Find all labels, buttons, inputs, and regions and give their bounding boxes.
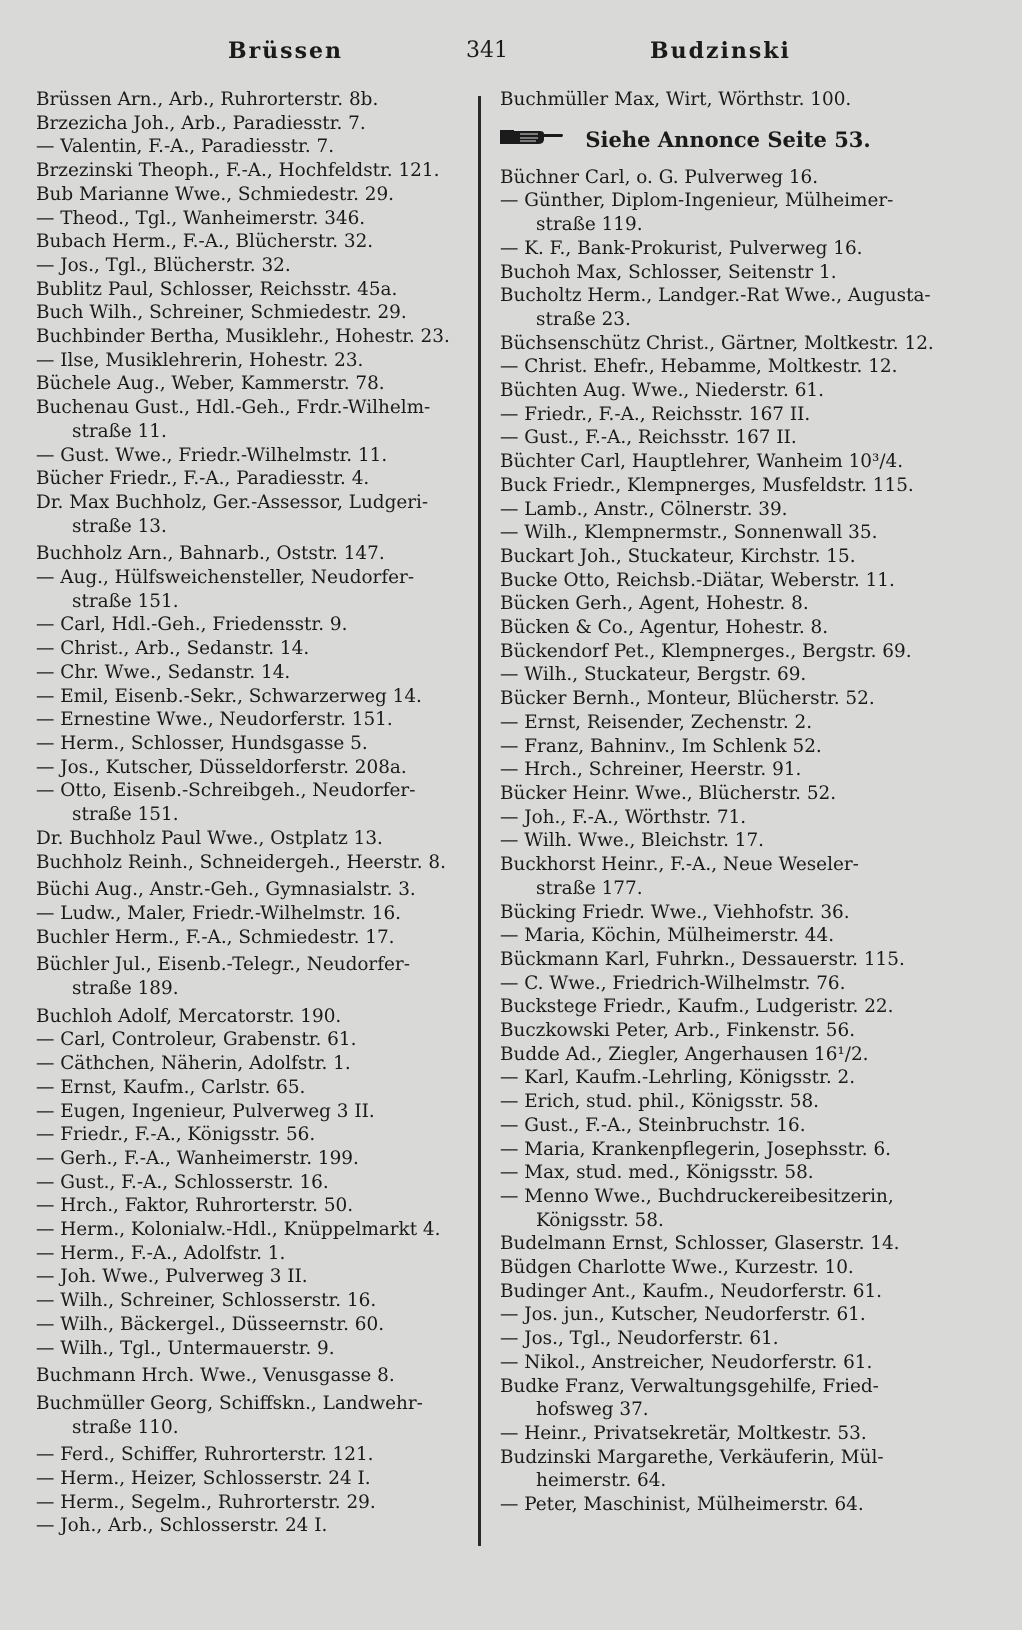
directory-entry-line: — Gust., F.-A., Schlosserstr. 16. [36,1171,329,1193]
left-column [36,88,466,1538]
directory-entry-line: Buczkowski Peter, Arb., Finkenstr. 56. [500,1020,856,1042]
directory-entry-line: Bücher Friedr., F.-A., Paradiesstr. 4. [36,468,370,490]
directory-entry-line: Budke Franz, Verwaltungsgehilfe, Fried- [500,1375,879,1397]
column-divider [478,96,481,1526]
directory-entry-line: Dr. Max Buchholz, Ger.-Assessor, Ludgeri- [36,491,429,513]
directory-entry-line: Buch Wilh., Schreiner, Schmiedestr. 29. [36,302,407,324]
directory-entry-line: Königsstr. 58. [536,1209,664,1231]
directory-entry-line: Büchten Aug. Wwe., Niederstr. 61. [500,380,824,402]
directory-entry-line: — Ferd., Schiffer, Ruhrorterstr. 121. [36,1444,374,1466]
pointing-hand-icon [500,121,564,161]
directory-entry-line: Büchi Aug., Anstr.-Geh., Gymnasialstr. 3. [36,879,416,901]
directory-entry-line: Budzinski Margarethe, Verkäuferin, Mül- [500,1446,884,1468]
directory-entry-line: — Hrch., Schreiner, Heerstr. 91. [500,759,802,781]
directory-entry-line: Bücker Bernh., Monteur, Blücherstr. 52. [500,688,875,710]
page-number: 341 [466,38,508,63]
advertisement-notice [500,120,940,160]
directory-entry-line: — Herm., Heizer, Schlosserstr. 24 I. [36,1468,371,1490]
directory-entry-line: — Joh., Arb., Schlosserstr. 24 I. [36,1515,328,1537]
directory-entry-line: Bucke Otto, Reichsb.-Diätar, Weberstr. 11. [500,569,895,591]
directory-entry-line: — Herm., F.-A., Adolfstr. 1. [36,1242,286,1264]
directory-entry-line: Buchmüller Georg, Schiffskn., Landwehr- [36,1392,423,1414]
directory-entry-line: — Wilh., Klempnermstr., Sonnenwall 35. [500,522,878,544]
directory-entry-line: Bücken Gerh., Agent, Hohestr. 8. [500,593,809,615]
directory-entry-line: — Hrch., Faktor, Ruhrorterstr. 50. [36,1195,354,1217]
directory-entry-line: straße 151. [72,590,179,612]
directory-entry-line: straße 23. [536,308,631,330]
directory-entry-line: Buchoh Max, Schlosser, Seitenstr 1. [500,261,837,283]
directory-entry-line: Buchholz Arn., Bahnarb., Oststr. 147. [36,543,385,565]
directory-entry-line: — Wilh., Bäckergel., Düsseernstr. 60. [36,1313,385,1335]
directory-entry-line: straße 13. [72,515,167,537]
directory-entry-line: — Erich, stud. phil., Königsstr. 58. [500,1091,820,1113]
directory-entry-line: Büchsenschütz Christ., Gärtner, Moltkestr. 12. [500,332,934,354]
right-column [500,88,940,1517]
directory-entry-line: — Friedr., F.-A., Reichsstr. 167 II. [500,403,811,425]
directory-entry-line: Buckhorst Heinr., F.-A., Neue Weseler- [500,854,859,876]
directory-entry-line: — Wilh., Schreiner, Schlosserstr. 16. [36,1290,377,1312]
directory-entry-line: — Jos., Tgl., Neudorferstr. 61. [500,1328,779,1350]
directory-entry-line: — Ernst, Kaufm., Carlstr. 65. [36,1076,306,1098]
directory-entry-line: Brzezicha Joh., Arb., Paradiesstr. 7. [36,112,366,134]
directory-entry-line: — Christ., Arb., Sedanstr. 14. [36,638,310,660]
directory-entry-line: — Aug., Hülfsweichensteller, Neudorfer- [36,567,415,589]
directory-entry-line: — Nikol., Anstreicher, Neudorferstr. 61. [500,1351,873,1373]
directory-entry-line: — Ernst, Reisender, Zechenstr. 2. [500,711,813,733]
directory-entry-line: — Günther, Diplom-Ingenieur, Mülheimer- [500,190,894,212]
directory-entry-line: Bubach Herm., F.-A., Blücherstr. 32. [36,231,374,253]
directory-entry-line: Buchholz Reinh., Schneidergeh., Heerstr. 8. [36,851,446,873]
directory-entry-line: Bücking Friedr. Wwe., Viehhofstr. 36. [500,901,850,923]
directory-entry-line: Bückmann Karl, Fuhrkn., Dessauerstr. 115. [500,948,905,970]
directory-entry-line: — Ludw., Maler, Friedr.-Wilhelmstr. 16. [36,902,402,924]
directory-entry-line: Bub Marianne Wwe., Schmiedestr. 29. [36,183,395,205]
directory-entry-line: Bucholtz Herm., Landger.-Rat Wwe., Augusta- [500,285,931,307]
directory-entry-line: Bublitz Paul, Schlosser, Reichsstr. 45a. [36,278,398,300]
right-column-entries [500,166,940,1517]
directory-entry-line: Buchenau Gust., Hdl.-Geh., Frdr.-Wilhelm- [36,397,431,419]
directory-entry-line: — Valentin, F.-A., Paradiesstr. 7. [36,136,335,158]
directory-entry-line: Buchler Herm., F.-A., Schmiedestr. 17. [36,926,395,948]
directory-entry-line: Bücker Heinr. Wwe., Blücherstr. 52. [500,782,837,804]
directory-entry-line: — Franz, Bahninv., Im Schlenk 52. [500,735,822,757]
header-right-keyword: Budzinski [650,38,791,64]
directory-entry-line: — Wilh., Tgl., Untermauerstr. 9. [36,1337,335,1359]
directory-entry-line: — Gerh., F.-A., Wanheimerstr. 199. [36,1147,359,1169]
directory-entry-line: — Jos., Tgl., Blücherstr. 32. [36,254,291,276]
directory-entry-line: — Eugen, Ingenieur, Pulverweg 3 II. [36,1100,375,1122]
directory-entry-line: Buckstege Friedr., Kaufm., Ludgeristr. 22. [500,996,894,1018]
notice-text: Siehe Annonce Seite 53. [585,126,871,152]
directory-entry-line: straße 189. [72,978,179,1000]
directory-entry-line: — Menno Wwe., Buchdruckereibesitzerin, [500,1185,894,1207]
directory-entry-line: Buckart Joh., Stuckateur, Kirchstr. 15. [500,545,856,567]
directory-entry-line: — Maria, Köchin, Mülheimerstr. 44. [500,925,835,947]
directory-entry-line: Büchner Carl, o. G. Pulverweg 16. [500,166,819,188]
directory-entry-line: straße 151. [72,804,179,826]
directory-entry-line: Büchler Jul., Eisenb.-Telegr., Neudorfer- [36,954,410,976]
directory-entry-line: — Otto, Eisenb.-Schreibgeh., Neudorfer- [36,780,416,802]
directory-entry-line: straße 11. [72,420,167,442]
directory-entry-line: — Gust., F.-A., Steinbruchstr. 16. [500,1114,806,1136]
directory-entry-line: — Herm., Schlosser, Hundsgasse 5. [36,732,368,754]
directory-entry-line: — Max, stud. med., Königsstr. 58. [500,1162,814,1184]
directory-entry-line: — Jos. jun., Kutscher, Neudorferstr. 61. [500,1304,866,1326]
directory-entry-line: — Jos., Kutscher, Düsseldorferstr. 208a. [36,756,407,778]
directory-entry-line: Buchmüller Max, Wirt, Wörthstr. 100. [500,89,852,110]
directory-entry-line: — Wilh., Stuckateur, Bergstr. 69. [500,664,807,686]
directory-entry-line: — Cäthchen, Näherin, Adolfstr. 1. [36,1053,351,1075]
directory-entry-line: Buchloh Adolf, Mercatorstr. 190. [36,1005,342,1027]
directory-entry-line: Buck Friedr., Klempnerges, Musfeldstr. 115. [500,474,914,496]
directory-entry-line: — Wilh. Wwe., Bleichstr. 17. [500,830,765,852]
directory-entry-line: — Ilse, Musiklehrerin, Hohestr. 23. [36,349,364,371]
directory-entry-line: Brzezinski Theoph., F.-A., Hochfeldstr. 121. [36,160,440,182]
directory-entry-line: — Christ. Ehefr., Hebamme, Moltkestr. 12. [500,356,898,378]
directory-entry-line: Budde Ad., Ziegler, Angerhausen 16¹/2. [500,1043,869,1065]
directory-entry-line: — Karl, Kaufm.-Lehrling, Königsstr. 2. [500,1067,856,1089]
directory-entry-line: Büdgen Charlotte Wwe., Kurzestr. 10. [500,1257,854,1279]
directory-entry-line: Bücken & Co., Agentur, Hohestr. 8. [500,617,829,639]
directory-entry-line: Budinger Ant., Kaufm., Neudorferstr. 61. [500,1280,883,1302]
header-left-keyword: Brüssen [228,38,343,64]
directory-entry-line: — Carl, Controleur, Grabenstr. 61. [36,1029,357,1051]
directory-entry-line: — Joh. Wwe., Pulverweg 3 II. [36,1266,308,1288]
directory-entry-line: — Joh., F.-A., Wörthstr. 71. [500,806,747,828]
directory-entry-line: Dr. Buchholz Paul Wwe., Ostplatz 13. [36,827,383,849]
directory-entry-line: Bückendorf Pet., Klempnerges., Bergstr. 69. [500,640,912,662]
directory-entry-line: — K. F., Bank-Prokurist, Pulverweg 16. [500,237,863,259]
directory-entry-line: straße 110. [72,1416,179,1438]
directory-entry-line: — Friedr., F.-A., Königsstr. 56. [36,1124,316,1146]
directory-entry-line: — Carl, Hdl.-Geh., Friedensstr. 9. [36,614,348,636]
directory-entry-line: — Maria, Krankenpflegerin, Josephsstr. 6. [500,1138,892,1160]
directory-entry-line: — Heinr., Privatsekretär, Moltkestr. 53. [500,1422,867,1444]
directory-entry-line: straße 177. [536,877,643,899]
directory-entry-line: Brüssen Arn., Arb., Ruhrorterstr. 8b. [36,89,379,110]
directory-entry-line: — Emil, Eisenb.-Sekr., Schwarzerweg 14. [36,685,422,707]
directory-entry-line: — Lamb., Anstr., Cölnerstr. 39. [500,498,788,520]
directory-entry-line: Buchbinder Bertha, Musiklehr., Hohestr. 23. [36,326,450,348]
directory-entry-line: — Gust., F.-A., Reichsstr. 167 II. [500,427,797,449]
right-column-top [500,88,940,112]
directory-entry-line: — Herm., Kolonialw.-Hdl., Knüppelmarkt 4. [36,1219,441,1241]
directory-entry-line: Büchele Aug., Weber, Kammerstr. 78. [36,373,385,395]
directory-entry-line: — Chr. Wwe., Sedanstr. 14. [36,661,291,683]
directory-entry-line: straße 119. [536,214,643,236]
directory-entry-line: Buchmann Hrch. Wwe., Venusgasse 8. [36,1365,395,1387]
directory-entry-line: — Herm., Segelm., Ruhrorterstr. 29. [36,1491,376,1513]
directory-entry-line: — Gust. Wwe., Friedr.-Wilhelmstr. 11. [36,444,388,466]
running-header [0,38,1022,72]
directory-entry-line: — Ernestine Wwe., Neudorferstr. 151. [36,709,393,731]
directory-entry-line: — Peter, Maschinist, Mülheimerstr. 64. [500,1494,864,1516]
directory-entry-line: hofsweg 37. [536,1399,649,1421]
directory-entry-line: Büchter Carl, Hauptlehrer, Wanheim 10³/4. [500,451,904,473]
directory-entry-line: heimerstr. 64. [536,1470,667,1492]
column-divider-lower [478,1518,481,1546]
directory-entry-line: Budelmann Ernst, Schlosser, Glaserstr. 14. [500,1233,900,1255]
directory-entry-line: — C. Wwe., Friedrich-Wilhelmstr. 76. [500,972,846,994]
directory-entry-line: — Theod., Tgl., Wanheimerstr. 346. [36,207,366,229]
